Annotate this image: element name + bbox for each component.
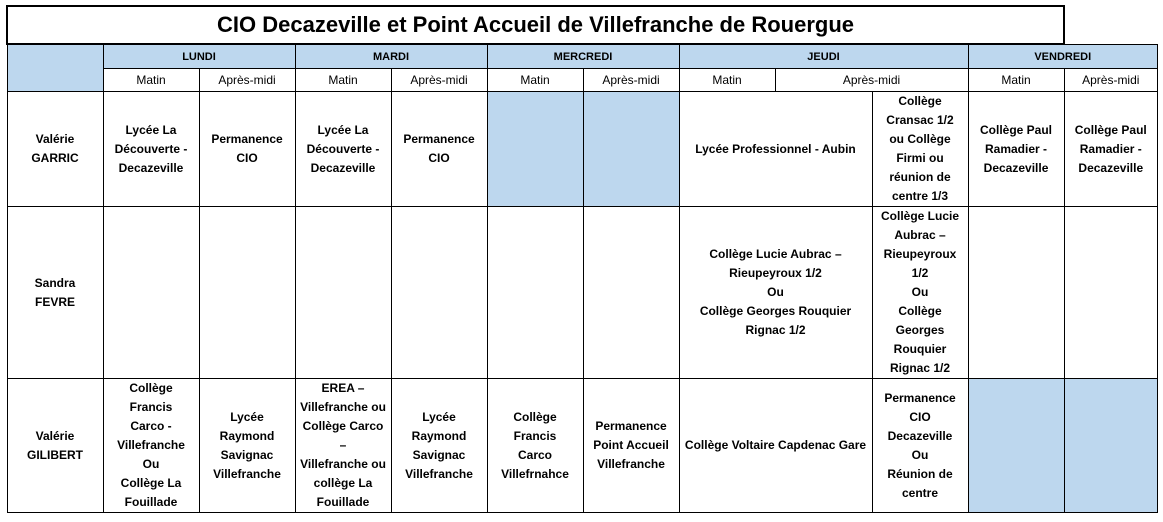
- subheader-mardi-apres-midi: Après-midi: [391, 69, 487, 92]
- cell-line: Rieupeyroux 1/2: [729, 266, 822, 280]
- cell-vendredi-matin: [968, 379, 1064, 513]
- last-name: GARRIC: [31, 151, 79, 165]
- cell-mardi-matin: [295, 92, 391, 207]
- cell-line: Permanence: [403, 132, 475, 146]
- cell-lundi-apres-midi: [199, 207, 295, 379]
- schedule-table: [6, 5, 1158, 513]
- cell-line: Collège Francis: [129, 381, 173, 414]
- cell-line: centre 1/3: [891, 189, 949, 203]
- cell-line: Collège Lucie: [880, 209, 960, 223]
- cell-mardi-apres-midi: [391, 379, 487, 513]
- cell-mercredi-matin: [487, 379, 583, 513]
- cell-line: Villefranche ou: [300, 457, 386, 471]
- cell-mercredi-apres-midi: [583, 92, 679, 207]
- first-name: Valérie: [35, 428, 75, 443]
- cell-line: Villefranche: [597, 457, 665, 471]
- cell-line: Carco -: [130, 419, 172, 433]
- cell-line: Decazeville: [983, 160, 1049, 175]
- cell-vendredi-matin: [968, 207, 1064, 379]
- day-header-vendredi: VENDREDI: [968, 44, 1158, 69]
- table-row: [7, 92, 1158, 207]
- cell-lundi-matin: [103, 207, 199, 379]
- cell-line: Georges: [895, 323, 945, 337]
- cell-line: Villefranche: [405, 466, 473, 481]
- cell-line: Rouquier: [893, 342, 947, 356]
- cell-mercredi-apres-midi: [583, 207, 679, 379]
- day-header-jeudi: JEUDI: [679, 44, 968, 69]
- cell-jeudi-matin-span: [679, 92, 872, 207]
- cell-line: Collège Lucie Aubrac –: [709, 247, 842, 261]
- cell-vendredi-apres-midi: [1064, 379, 1157, 513]
- cell-line: Rignac 1/2: [745, 323, 806, 337]
- subheader-mercredi-apres-midi: Après-midi: [583, 69, 679, 92]
- cell-line: Lycée: [230, 409, 264, 424]
- cell-line: Villefranche ou: [300, 400, 386, 414]
- cell-line: Collège Voltaire Capdenac Gare: [684, 438, 867, 452]
- cell-lundi-apres-midi: [199, 379, 295, 513]
- cell-line: Collège Carco –: [302, 419, 384, 452]
- cell-jeudi-matin-span: [679, 207, 872, 379]
- cell-line: centre: [901, 485, 939, 500]
- first-name: Sandra: [34, 275, 76, 290]
- cell-line: Permanence: [884, 390, 956, 405]
- cell-line: Lycée La: [125, 122, 177, 137]
- cell-line: Decazeville: [310, 160, 376, 175]
- subheader-mardi-matin: Matin: [295, 69, 391, 92]
- cell-line: Collège: [898, 94, 942, 108]
- cell-line: Ou: [142, 457, 160, 471]
- cell-line: Point Accueil: [593, 438, 669, 452]
- cell-lundi-apres-midi: [199, 92, 295, 207]
- cell-mercredi-matin: [487, 207, 583, 379]
- cell-line: Decazeville: [118, 160, 184, 175]
- row-name-cell: [7, 207, 103, 379]
- cell-line: Lycée La: [317, 122, 369, 137]
- last-name: FEVRE: [34, 294, 75, 309]
- table-title: CIO Decazeville et Point Accueil de Villefranche de Rouergue: [7, 6, 1064, 44]
- cell-jeudi-apres-midi: [872, 92, 968, 207]
- cell-jeudi-apres-midi: [872, 379, 968, 513]
- cell-line: CIO Decazeville: [887, 409, 953, 443]
- corner-cell: [7, 44, 103, 92]
- cell-line: Lycée: [422, 409, 456, 424]
- cell-lundi-matin: [103, 92, 199, 207]
- cell-line: Carco: [517, 447, 552, 462]
- cell-line: CIO: [236, 151, 258, 165]
- cell-mardi-matin: [295, 379, 391, 513]
- cell-line: Cransac 1/2: [886, 113, 954, 127]
- cell-line: Rieupeyroux: [883, 247, 957, 261]
- cell-line: Rignac 1/2: [889, 361, 951, 375]
- cell-mardi-matin: [295, 207, 391, 379]
- cell-line: Villefranche: [117, 438, 185, 452]
- subheader-vendredi-matin: Matin: [968, 69, 1064, 92]
- subheader-lundi-apres-midi: Après-midi: [199, 69, 295, 92]
- cell-line: Collège: [898, 304, 942, 318]
- cell-line: Raymond: [411, 428, 467, 443]
- row-name-cell: [7, 92, 103, 207]
- subheader-vendredi-apres-midi: Après-midi: [1064, 69, 1157, 92]
- cell-line: ou Collège: [889, 132, 951, 146]
- table-row: [7, 207, 1158, 379]
- cell-line: CIO: [428, 151, 450, 165]
- cell-line: Ou: [911, 447, 929, 462]
- cell-line: Ou: [911, 285, 929, 299]
- cell-line: Permanence: [211, 132, 283, 146]
- cell-line: Fouillade: [124, 495, 178, 509]
- cell-line: Raymond: [219, 428, 275, 443]
- cell-jeudi-apres-midi: [872, 207, 968, 379]
- cell-line: collège La: [313, 476, 373, 490]
- last-name: GILIBERT: [27, 447, 83, 462]
- day-header-lundi: LUNDI: [103, 44, 295, 69]
- cell-line: Permanence: [595, 419, 667, 433]
- cell-mercredi-apres-midi: [583, 379, 679, 513]
- cell-line: Aubrac –: [894, 228, 946, 242]
- cell-line: Firmi ou: [896, 151, 944, 165]
- cell-line: Savignac: [412, 447, 466, 462]
- cell-line: Ramadier -: [985, 141, 1048, 156]
- cell-line: Ou: [767, 285, 784, 299]
- cell-vendredi-apres-midi: [1064, 207, 1157, 379]
- cell-line: Découverte -: [306, 141, 380, 156]
- subheader-jeudi-apres-midi: Après-midi: [775, 69, 968, 92]
- cell-line: Ramadier -: [1079, 141, 1142, 156]
- cell-line: EREA –: [321, 381, 365, 395]
- cell-mercredi-matin: [487, 92, 583, 207]
- cell-line: Collège La: [120, 476, 182, 490]
- subheader-lundi-matin: Matin: [103, 69, 199, 92]
- cell-line: Villefranche: [213, 466, 281, 481]
- cell-line: Villefrnahce: [501, 466, 569, 481]
- cell-line: 1/2: [911, 266, 929, 280]
- day-header-mardi: MARDI: [295, 44, 487, 69]
- cell-jeudi-matin-span: [679, 379, 872, 513]
- cell-lundi-matin: [103, 379, 199, 513]
- table-row: [7, 379, 1158, 513]
- cell-line: Lycée Professionnel - Aubin: [695, 141, 856, 156]
- cell-line: Réunion de: [887, 466, 953, 481]
- schedule-sheet: [6, 5, 1158, 513]
- cell-line: Collège Paul: [1074, 122, 1147, 137]
- cell-line: Fouillade: [316, 495, 370, 509]
- cell-vendredi-matin: [968, 92, 1064, 207]
- subheader-mercredi-matin: Matin: [487, 69, 583, 92]
- cell-line: Découverte -: [114, 141, 188, 156]
- subheader-jeudi-matin: Matin: [679, 69, 775, 92]
- cell-vendredi-apres-midi: [1064, 92, 1157, 207]
- cell-mardi-apres-midi: [391, 207, 487, 379]
- cell-mardi-apres-midi: [391, 92, 487, 207]
- cell-line: Savignac: [220, 447, 274, 462]
- cell-line: Decazeville: [1078, 160, 1144, 175]
- cell-line: Collège Francis: [513, 409, 557, 443]
- cell-line: Collège Paul: [980, 122, 1053, 137]
- first-name: Valérie: [35, 132, 75, 146]
- day-header-mercredi: MERCREDI: [487, 44, 679, 69]
- row-name-cell: [7, 379, 103, 513]
- cell-line: Collège Georges Rouquier: [699, 304, 852, 318]
- cell-line: réunion de: [889, 170, 951, 184]
